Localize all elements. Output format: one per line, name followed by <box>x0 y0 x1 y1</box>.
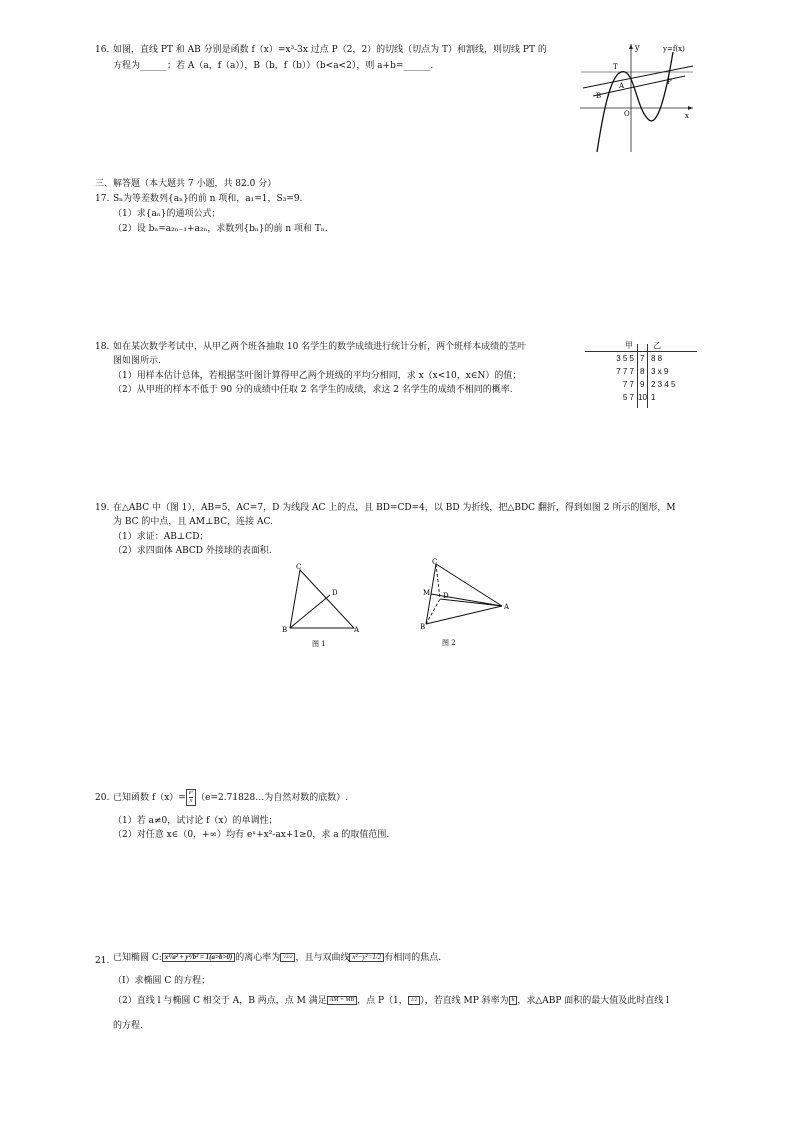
q19-figure-2 <box>414 556 518 652</box>
q21-p2-c: ），若直线 MP 斜率为 <box>420 996 509 1006</box>
q21-slope-box: k <box>509 996 518 1005</box>
q21-stem <box>113 952 441 964</box>
q19-part2: （2）求四面体 ABCD 外接球的表面积. <box>113 546 272 556</box>
section3-heading: 三、解答题（本大题共 7 小题，共 82.0 分） <box>95 179 277 189</box>
q21-post: 有相同的焦点. <box>384 953 442 963</box>
stem-leaf-row1-left: 3 5 5 <box>616 354 634 363</box>
stem-leaf-row2-stem: 8 <box>640 367 645 376</box>
q20-part2: （2）对任意 x∈（0，+∞）均有 eˣ+x²-ax+1≥0，求 a 的取值范围. <box>113 830 390 840</box>
graph-label-x: x <box>685 112 689 120</box>
graph-label-P: P <box>667 78 672 86</box>
graph-label-y: y <box>635 43 640 52</box>
q19-line1: 在△ABC 中（图 1），AB=5，AC=7，D 为线段 AC 上的点，且 BD=CD=4，以 BD 为折线，把△BDC 翻折，得到如图 2 所示的图形，M <box>113 503 676 513</box>
q21-hyperbola-box: x²−y²=1/2 <box>349 953 384 962</box>
stem-leaf-row2-right: 3 x 9 <box>651 367 669 376</box>
q20-fraction-bottom: x <box>189 798 193 804</box>
q21-p2-d: ，求△ABP 面积的最大值及此时直线 l <box>517 996 670 1006</box>
stem-leaf-row1-stem: 7 <box>640 354 645 363</box>
graph-label-A: A <box>619 82 625 90</box>
q21-part1: （Ⅰ）求椭圆 C 的方程； <box>113 976 211 986</box>
q20-number: 20. <box>95 793 110 803</box>
fig1-caption: 图 1 <box>312 640 326 648</box>
stem-leaf-row2-left: 7 7 7 <box>616 367 634 376</box>
q17-number: 17. <box>95 194 110 204</box>
fig2-caption: 图 2 <box>442 639 456 647</box>
q20-stem-pre: 已知函数 f（x）= <box>113 793 186 803</box>
stem-leaf-plot <box>585 340 700 410</box>
q20-stem-post: （e=2.71828…为自然对数的底数）. <box>196 793 349 803</box>
q21-pre: 已知椭圆 C: <box>113 953 162 963</box>
fig1-label-D: D <box>332 589 338 597</box>
q19-number: 19. <box>95 503 110 513</box>
q21-part2 <box>113 995 669 1007</box>
graph-label-func: y=f(x) <box>663 45 685 53</box>
q21-p2-b: ，点 P（1， <box>357 996 408 1006</box>
q20-stem <box>113 789 348 806</box>
q18-line2: 图如图所示. <box>113 356 161 366</box>
q21-ellipse-box: x²/a² + y²/b² = 1(a>b>0) <box>162 953 236 962</box>
stem-leaf-row4-stem: 10 <box>638 393 647 402</box>
graph-label-T: T <box>613 63 618 71</box>
fig1-label-B: B <box>282 626 288 634</box>
stem-leaf-row1-right: 8 8 <box>651 354 663 363</box>
fig2-label-M: M <box>423 589 431 597</box>
stem-leaf-head-right: 乙 <box>653 341 661 350</box>
q18-line1: 如在某次数学考试中，从甲乙两个班各抽取 10 名学生的数学成绩进行统计分析，两个班样本成绩的茎叶 <box>113 342 527 352</box>
q20-fraction-box <box>186 789 196 806</box>
q18-part2: （2）从甲班的样本不低于 90 分的成绩中任取 2 名学生的成绩，求这 2 名学生的成绩不相同的概率. <box>113 385 513 395</box>
q21-point-value-box: 1/2 <box>408 996 420 1005</box>
q18-part1: （1）用样本估计总体，若根据茎叶图计算得甲乙两个班级的平均分相同，求 x（x<10，x∈N）的值； <box>113 371 522 381</box>
stem-leaf-row4-right: 1 <box>651 393 656 402</box>
q21-mid1: 的离心率为 <box>235 953 281 963</box>
stem-leaf-row3-stem: 9 <box>640 380 645 389</box>
graph-label-B: B <box>596 92 602 100</box>
q21-p2-a: （2）直线 l 与椭圆 C 相交于 A，B 两点，点 M 满足 <box>113 996 327 1006</box>
q21-part2-cont: 的方程. <box>113 1021 143 1031</box>
fig1-label-A: A <box>354 626 360 634</box>
fig2-label-D: D <box>443 592 449 600</box>
q19-line2: 为 BC 的中点，且 AM⊥BC，连接 AC. <box>113 517 273 527</box>
fig2-label-A: A <box>504 603 510 611</box>
q17-stem: Sₙ为等差数列{aₙ}的前 n 项和，a₁=1，S₃=9. <box>113 194 303 204</box>
q16-number: 16. <box>95 45 110 55</box>
stem-leaf-row3-left: 7 7 <box>622 380 634 389</box>
fig1-label-C: C <box>296 563 302 571</box>
q20-part1: （1）若 a≠0，试讨论 f（x）的单调性； <box>113 816 278 826</box>
q19-figure-1 <box>278 560 368 652</box>
stem-leaf-head-left: 甲 <box>625 341 633 350</box>
fig2-label-C: C <box>432 558 438 566</box>
q19-part1: （1）求证：AB⊥CD； <box>113 532 209 542</box>
q16-line1: 如图，直线 PT 和 AB 分别是函数 f（x）=x³-3x 过点 P（2，2）的切线（切点为 T）和割线，则切线 PT 的 <box>113 45 547 55</box>
q17-part2: （2）设 bₙ=a₂ₙ₋₁+a₂ₙ，求数列{bₙ}的前 n 项和 Tₙ. <box>113 224 328 234</box>
q21-eccentricity-box: √3/2 <box>280 953 295 962</box>
stem-leaf-row3-right: 2 3 4 5 <box>651 380 676 389</box>
q21-vector-box: AM = MB <box>327 996 357 1005</box>
q18-number: 18. <box>95 342 110 352</box>
fig2-label-B: B <box>420 623 426 631</box>
q17-part1: （1）求{aₙ}的通项公式； <box>113 209 221 219</box>
q16-function-graph <box>575 40 695 155</box>
stem-leaf-row4-left: 5 7 <box>622 393 634 402</box>
graph-label-O: O <box>624 110 630 118</box>
q20-fraction-top: eˣ <box>188 790 194 796</box>
q21-mid2: ，且与双曲线 <box>295 953 350 963</box>
q21-number: 21. <box>95 956 110 966</box>
q16-line2: 方程为______；若 A（a，f（a）），B（b，f（b））（b<a<2），则 a+b=______. <box>113 61 434 71</box>
